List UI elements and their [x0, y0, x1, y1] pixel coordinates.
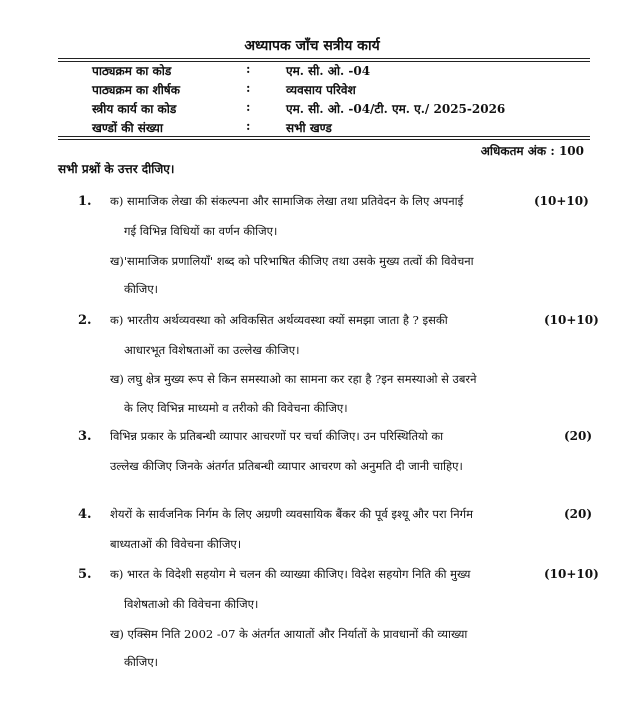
question-text-line: विभिन्न प्रकार के प्रतिबन्धी व्यापार आचरणों पर चर्चा कीजिए। उन परिस्थितियो का: [110, 429, 444, 443]
question-marks: (20): [564, 429, 593, 443]
question-marks: (10+10): [544, 567, 599, 581]
question-marks: (10+10): [534, 194, 589, 208]
question-text-line: ख) लघु क्षेत्र मुख्य रूप से किन समस्याओ का सामना कर रहा है ?इन समस्याओ से उबरने: [110, 372, 477, 386]
max-marks: अधिकतम अंक : 100: [480, 144, 584, 158]
question-text-line: कीजिए।: [124, 655, 159, 669]
question-text-line: उल्लेख कीजिए जिनके अंतर्गत प्रतिबन्धी व्यापार आचरण को अनुमति दी जानी चाहिए।: [110, 459, 463, 473]
course-title-label: पाठ्यक्रम का शीर्षक: [92, 83, 180, 97]
assignment-code-label: स्त्रीय कार्य का कोड: [92, 102, 177, 116]
assignment-code-colon: :: [246, 100, 251, 114]
question-text-line: क) सामाजिक लेखा की संकल्पना और सामाजिक लेखा तथा प्रतिवेदन के लिए अपनाई: [110, 194, 464, 208]
question-text-line: बाध्यताओं की विवेचना कीजिए।: [110, 537, 242, 551]
course-title-value: व्यवसाय परिवेश: [286, 83, 356, 97]
question-text-line: क) भारत के विदेशी सहयोग मे चलन की व्याख्या कीजिए। विदेश सहयोग निति की मुख्य: [110, 567, 471, 581]
question-marks: (10+10): [544, 313, 599, 327]
question-text-line: क) भारतीय अर्थव्यवस्था को अविकसित अर्थव्यवस्था क्यों समझा जाता है ? इसकी: [110, 313, 448, 327]
question-text-line: शेयरों के सार्वजनिक निर्गम के लिए अग्रणी व्यवसायिक बैंकर की पूर्व इश्यू और परा निर्गम: [110, 507, 473, 521]
question-text-line: ख)'सामाजिक प्रणालियाँ' शब्द को परिभाषित कीजिए तथा उसके मुख्य तत्वों की विवेचना: [110, 254, 474, 268]
question-text-line: कीजिए।: [124, 282, 159, 296]
header-rule-bottom-inner: [58, 136, 590, 137]
question-text-line: विशेषताओ की विवेचना कीजिए।: [124, 597, 259, 611]
instruction-text: सभी प्रश्नों के उत्तर दीजिए।: [58, 162, 175, 176]
question-marks: (20): [564, 507, 593, 521]
question-text-line: आधारभूत विशेषताओं का उल्लेख कीजिए।: [124, 343, 300, 357]
question-number: 4.: [78, 507, 92, 522]
question-text-line: गई विभिन्न विधियों का वर्णन कीजिए।: [124, 224, 278, 238]
question-number: 1.: [78, 194, 92, 209]
assignment-code-value: एम. सी. ओ. -04/टी. एम. ए./ 2025-2026: [286, 102, 506, 116]
question-text-line: ख) एक्सिम निति 2002 -07 के अंतर्गत आयातों और निर्यातों के प्रावधानों की व्याख्या: [110, 627, 468, 641]
blocks-count-colon: :: [246, 119, 251, 133]
blocks-count-value: सभी खण्ड: [286, 121, 332, 135]
course-code-label: पाठ्यक्रम का कोड: [92, 64, 172, 78]
question-text-line: के लिए विभिन्न माध्यमो व तरीको की विवेचना कीजिए।: [124, 401, 348, 415]
page-title: अध्यापक जाँच सत्रीय कार्य: [244, 38, 380, 54]
blocks-count-label: खण्डों की संख्या: [92, 121, 163, 135]
question-number: 2.: [78, 313, 92, 328]
header-rule-bottom: [58, 139, 590, 140]
header-rule-top: [58, 58, 590, 59]
question-number: 5.: [78, 567, 92, 582]
course-title-colon: :: [246, 81, 251, 95]
course-code-colon: :: [246, 62, 251, 76]
question-number: 3.: [78, 429, 92, 444]
course-code-value: एम. सी. ओ. -04: [286, 64, 371, 78]
